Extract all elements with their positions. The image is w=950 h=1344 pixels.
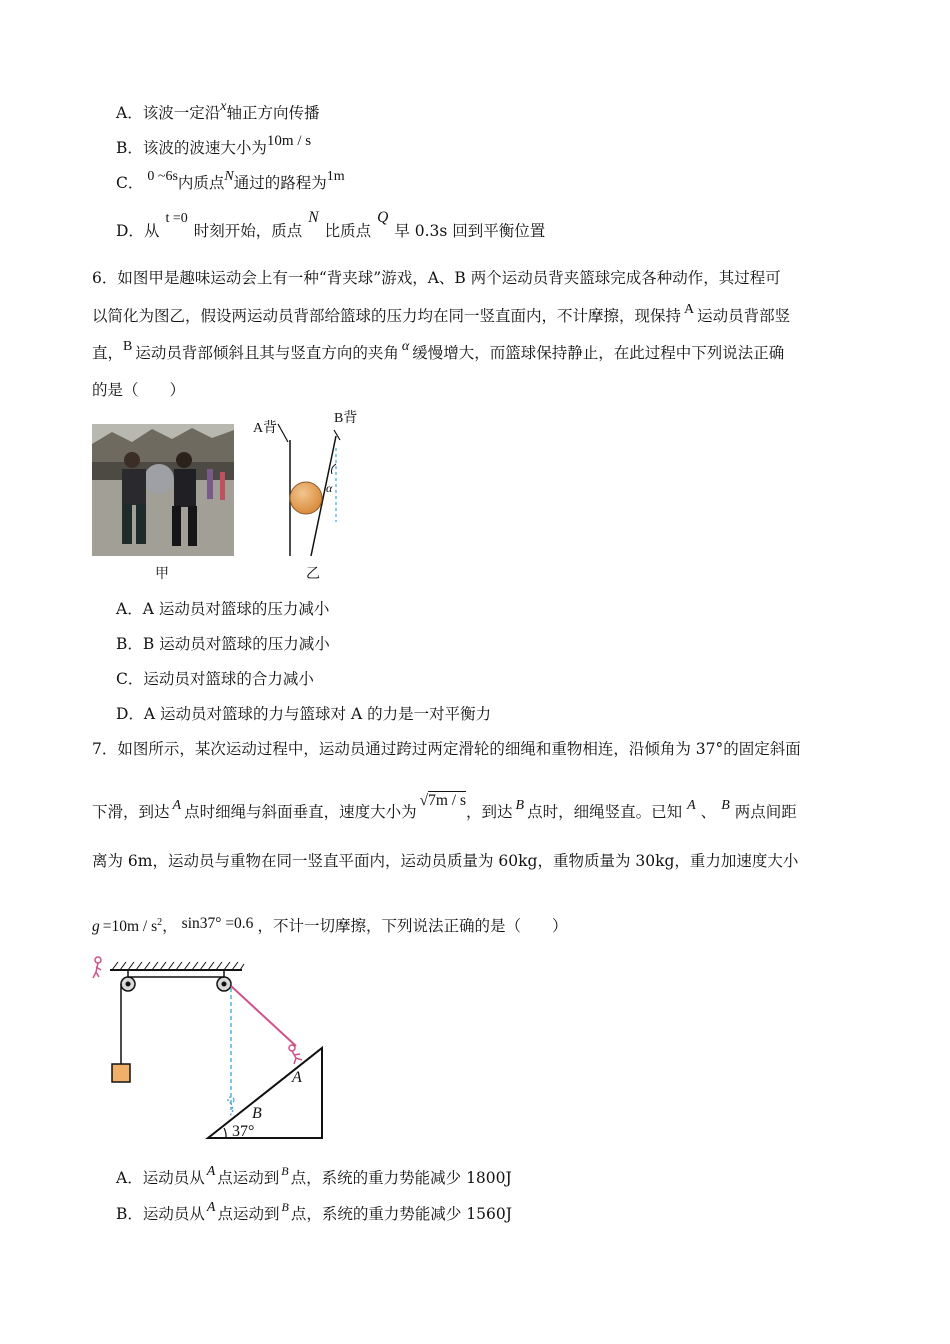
b-back-label: B背 <box>334 411 358 426</box>
photo-illustration <box>92 424 234 556</box>
q6-stem-line4: 的是（ ） <box>92 381 186 399</box>
figure-jia-photo <box>92 424 234 556</box>
q6-stem-line2: 以简化为图乙，假设两运动员背部给篮球的压力均在同一竖直面内，不计摩擦，现保持 A 运动员背部竖 <box>92 302 791 325</box>
point-b-label: B <box>252 1105 262 1122</box>
figure-yi-diagram <box>248 404 378 564</box>
q7-stem-line4: $g =10m / s^2$， sin37° =0.6 ，不计一切摩擦，下列说法正确的是（ ） <box>92 915 568 936</box>
q7-stem-line1: 7．如图所示，某次运动过程中，运动员通过跨过两定滑轮的细绳和重物相连，沿倾角为 37°的固定斜面 <box>92 740 801 758</box>
q6-option-b: B．B 运动员对篮球的压力减小 <box>116 635 330 653</box>
sqrt-speed: √7m / s <box>419 792 467 809</box>
stick-figure-icon-top <box>93 957 101 978</box>
q6-stem-line1: 6．如图甲是趣味运动会上有一种“背夹球”游戏，A、B 两个运动员背夹篮球完成各种动作，其过程可 <box>92 269 781 287</box>
rope-to-a <box>231 986 296 1046</box>
q7-stem-line2: 下滑，到达 A 点时细绳与斜面垂直，速度大小为√7m / s，到达 B 点时，细绳竖直。已知 A 、 B 两点间距 <box>92 792 797 821</box>
q6-option-d: D．A 运动员对篮球的力与篮球对 A 的力是一对平衡力 <box>116 705 492 723</box>
q6-stem-line3: 直，B 运动员背部倾斜且其与竖直方向的夹角 α 缓慢增大，而篮球保持静止，在此过程中下列说法正确 <box>92 339 785 362</box>
stick-figure-icon-a <box>289 1045 302 1064</box>
q5-option-a: A．该波一定沿x轴正方向传播 <box>116 99 320 122</box>
q5-option-b: B．该波的波速大小为10m / s <box>116 133 312 157</box>
angle-label: 37° <box>232 1123 255 1140</box>
figure-jia-caption: 甲 <box>155 566 169 582</box>
alpha-label: α <box>326 481 333 495</box>
point-a-label: A <box>292 1069 302 1086</box>
stick-figure-icon-b <box>228 1097 234 1116</box>
ball <box>290 482 322 514</box>
q6-option-c: C．运动员对篮球的合力减小 <box>116 670 314 688</box>
q7-option-a: A．运动员从 A 点运动到 $^B$ 点，系统的重力势能减少 1800J <box>116 1164 512 1187</box>
figure-yi-caption: 乙 <box>306 566 320 582</box>
pulley-incline-diagram <box>86 950 336 1145</box>
q7-stem-line3: 离为 6m，运动员与重物在同一竖直平面内，运动员质量为 60kg，重物质量为 30kg，重力加速度大小 <box>92 852 799 870</box>
a-back-label: A背 <box>253 421 278 436</box>
q5-option-d: D．从t =0时刻开始，质点N比质点Q早 0.3s 回到平衡位置 <box>116 209 546 240</box>
weight-block <box>112 1064 130 1082</box>
q7-option-b: B．运动员从 A 点运动到 $^B$ 点，系统的重力势能减少 1560J <box>116 1200 512 1223</box>
q6-option-a: A．A 运动员对篮球的压力减小 <box>116 600 330 618</box>
incline <box>208 1048 322 1138</box>
q5-option-c: C． 0 ~6s内质点N通过的路程为1m <box>116 169 345 192</box>
